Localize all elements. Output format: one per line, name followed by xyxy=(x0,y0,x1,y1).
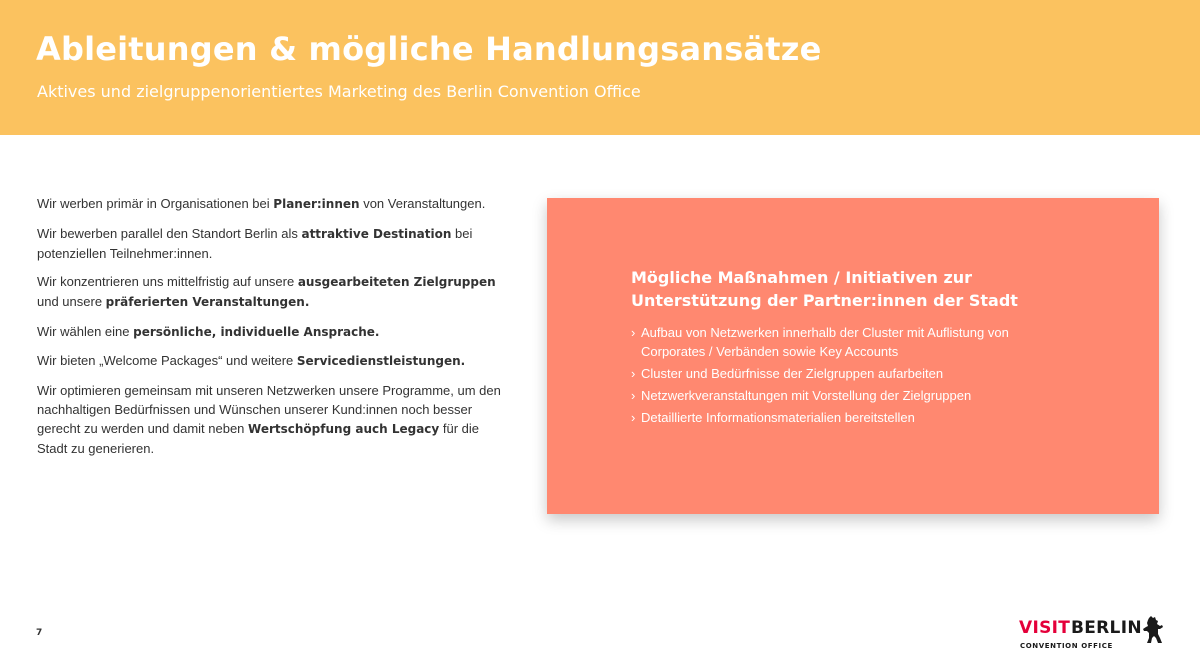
list-item-text: Cluster und Bedürfnisse der Zielgruppen aufarbeiten xyxy=(641,365,944,381)
body-text: Wir wählen eine xyxy=(37,323,134,339)
list-item xyxy=(631,365,1071,384)
card-title: Mögliche Maßnahmen / Initiativen zur Unterstützung der Partner:innen der Stadt xyxy=(631,268,1018,310)
list-item xyxy=(631,409,1071,428)
emphasis-text: Servicedienstleistungen. xyxy=(296,354,466,368)
logo-visit-text: VISIT xyxy=(1019,618,1071,638)
statement-paragraph xyxy=(37,351,507,371)
chevron-right-icon: › xyxy=(631,387,636,403)
logo-berlin-text: BERLIN xyxy=(1071,618,1142,638)
measures-card xyxy=(547,198,1159,514)
measures-list xyxy=(631,324,1071,431)
page-title: Ableitungen & mögliche Handlungsansätze xyxy=(36,30,822,68)
header-banner xyxy=(0,0,1200,135)
emphasis-text: ausgearbeiteten Zielgruppen xyxy=(297,275,496,289)
visit-berlin-logo xyxy=(1019,616,1169,656)
emphasis-text: persönliche, individuelle Ansprache. xyxy=(133,324,380,339)
list-item-text: Detaillierte Informationsmaterialien bereitstellen xyxy=(641,409,915,425)
chevron-right-icon: › xyxy=(631,409,636,425)
emphasis-text: präferierten Veranstaltungen. xyxy=(105,295,310,309)
body-text: Wir bieten „Welcome Packages“ und weitere xyxy=(37,353,297,368)
emphasis-text: attraktive Destination xyxy=(301,226,452,241)
body-text: von Veranstaltungen. xyxy=(359,196,486,211)
chevron-right-icon: › xyxy=(631,365,636,381)
chevron-right-icon: › xyxy=(631,325,636,340)
page-subtitle: Aktives und zielgruppenorientiertes Marketing des Berlin Convention Office xyxy=(37,82,641,101)
list-item xyxy=(631,387,1071,406)
emphasis-text: Wertschöpfung auch Legacy xyxy=(248,421,440,436)
logo-subtitle: CONVENTION OFFICE xyxy=(1020,642,1113,650)
list-item-text: Aufbau von Netzwerken innerhalb der Cluster mit Auflistung von Corporates / Verbänden sowie Key Accounts xyxy=(641,325,1009,359)
emphasis-text: Planer:innen xyxy=(273,197,360,211)
list-item xyxy=(631,324,1071,361)
berlin-bear-icon xyxy=(1143,616,1163,644)
body-text: Wir bewerben parallel den Standort Berlin als xyxy=(37,225,302,241)
body-text: Wir optimieren gemeinsam mit unseren Netzwerken unsere Programme, um den nachhaltigen Bedürfnissen und Wünschen unserer Kund:innen noch besser gerecht zu werden und damit neben xyxy=(37,382,501,436)
statement-paragraph xyxy=(37,224,507,263)
list-item-text: Netzwerkveranstaltungen mit Vorstellung der Zielgruppen xyxy=(641,387,972,403)
left-text-column xyxy=(37,194,507,467)
body-text: und unsere xyxy=(37,294,106,309)
body-text: für die Stadt zu generieren. xyxy=(37,420,479,456)
statement-paragraph xyxy=(37,272,507,312)
body-text: Wir werben primär in Organisationen bei xyxy=(37,196,274,211)
statement-paragraph xyxy=(37,381,507,458)
statement-paragraph xyxy=(37,322,507,342)
page-number: 7 xyxy=(36,628,43,638)
statement-paragraph xyxy=(37,194,507,214)
body-text: Wir konzentrieren uns mittelfristig auf unsere xyxy=(37,274,298,289)
body-text: bei potenziellen Teilnehmer:innen. xyxy=(37,225,473,261)
